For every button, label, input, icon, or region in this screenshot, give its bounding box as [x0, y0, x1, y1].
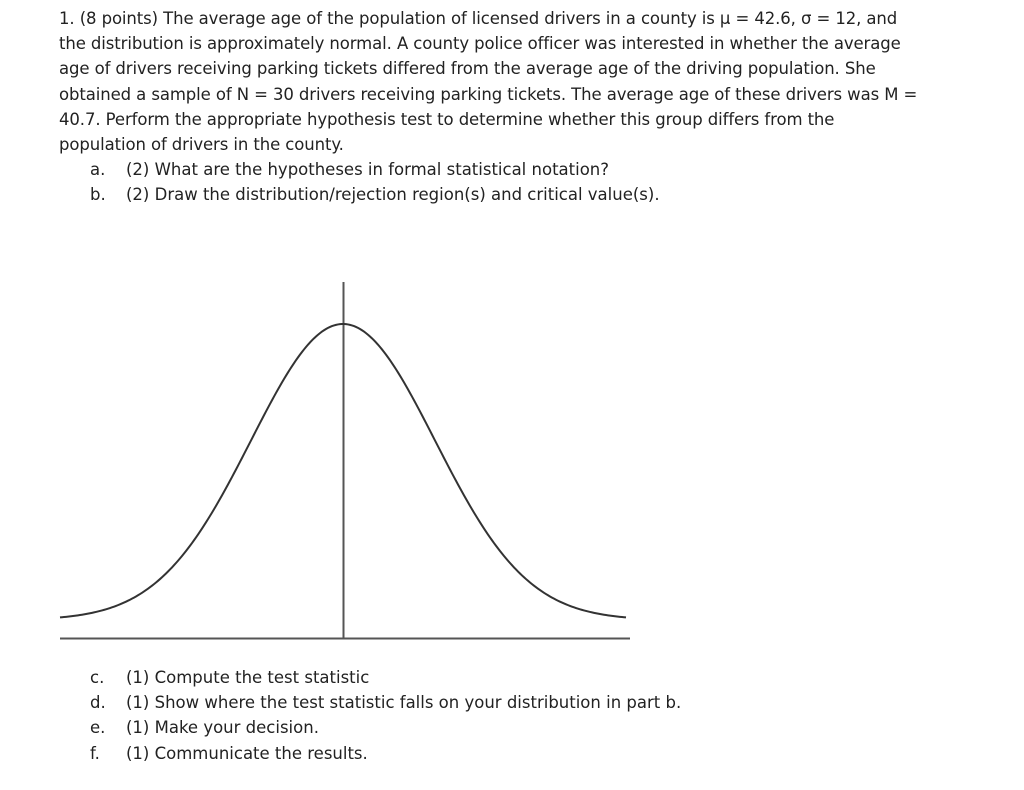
part-letter: e. — [90, 718, 106, 738]
part-c — [90, 665, 681, 690]
part-d — [90, 690, 681, 715]
part-text: (2) Draw the distribution/rejection region(s) and critical value(s). — [126, 185, 660, 205]
part-e — [90, 715, 681, 740]
part-letter: f. — [90, 743, 100, 763]
question-line: age of drivers receiving parking tickets differed from the average age of the driving population. She — [59, 59, 876, 79]
part-text: (2) What are the hypotheses in formal statistical notation? — [126, 160, 610, 179]
part-letter: d. — [90, 693, 106, 713]
part-letter: c. — [90, 668, 105, 687]
part-f — [90, 741, 681, 766]
question-line: the distribution is approximately normal. A county police officer was interested in whether the average — [59, 34, 901, 54]
part-letter: b. — [90, 185, 106, 205]
part-text: (1) Compute the test statistic — [126, 668, 370, 687]
question-line: obtained a sample of N = 30 drivers receiving parking tickets. The average age of these drivers was M = — [59, 84, 918, 104]
part-letter: a. — [90, 160, 106, 179]
question-line: 1. (8 points) The average age of the population of licensed drivers in a county is μ = 42.6, σ = 12, and — [59, 9, 898, 28]
parts-list-bottom — [90, 665, 681, 766]
part-text: (1) Communicate the results. — [126, 743, 368, 763]
part-text: (1) Show where the test statistic falls on your distribution in part b. — [126, 693, 682, 713]
question-line: 40.7. Perform the appropriate hypothesis test to determine whether this group differs from the — [59, 109, 835, 129]
question-line: population of drivers in the county. — [59, 135, 344, 155]
part-text: (1) Make your decision. — [126, 718, 319, 738]
